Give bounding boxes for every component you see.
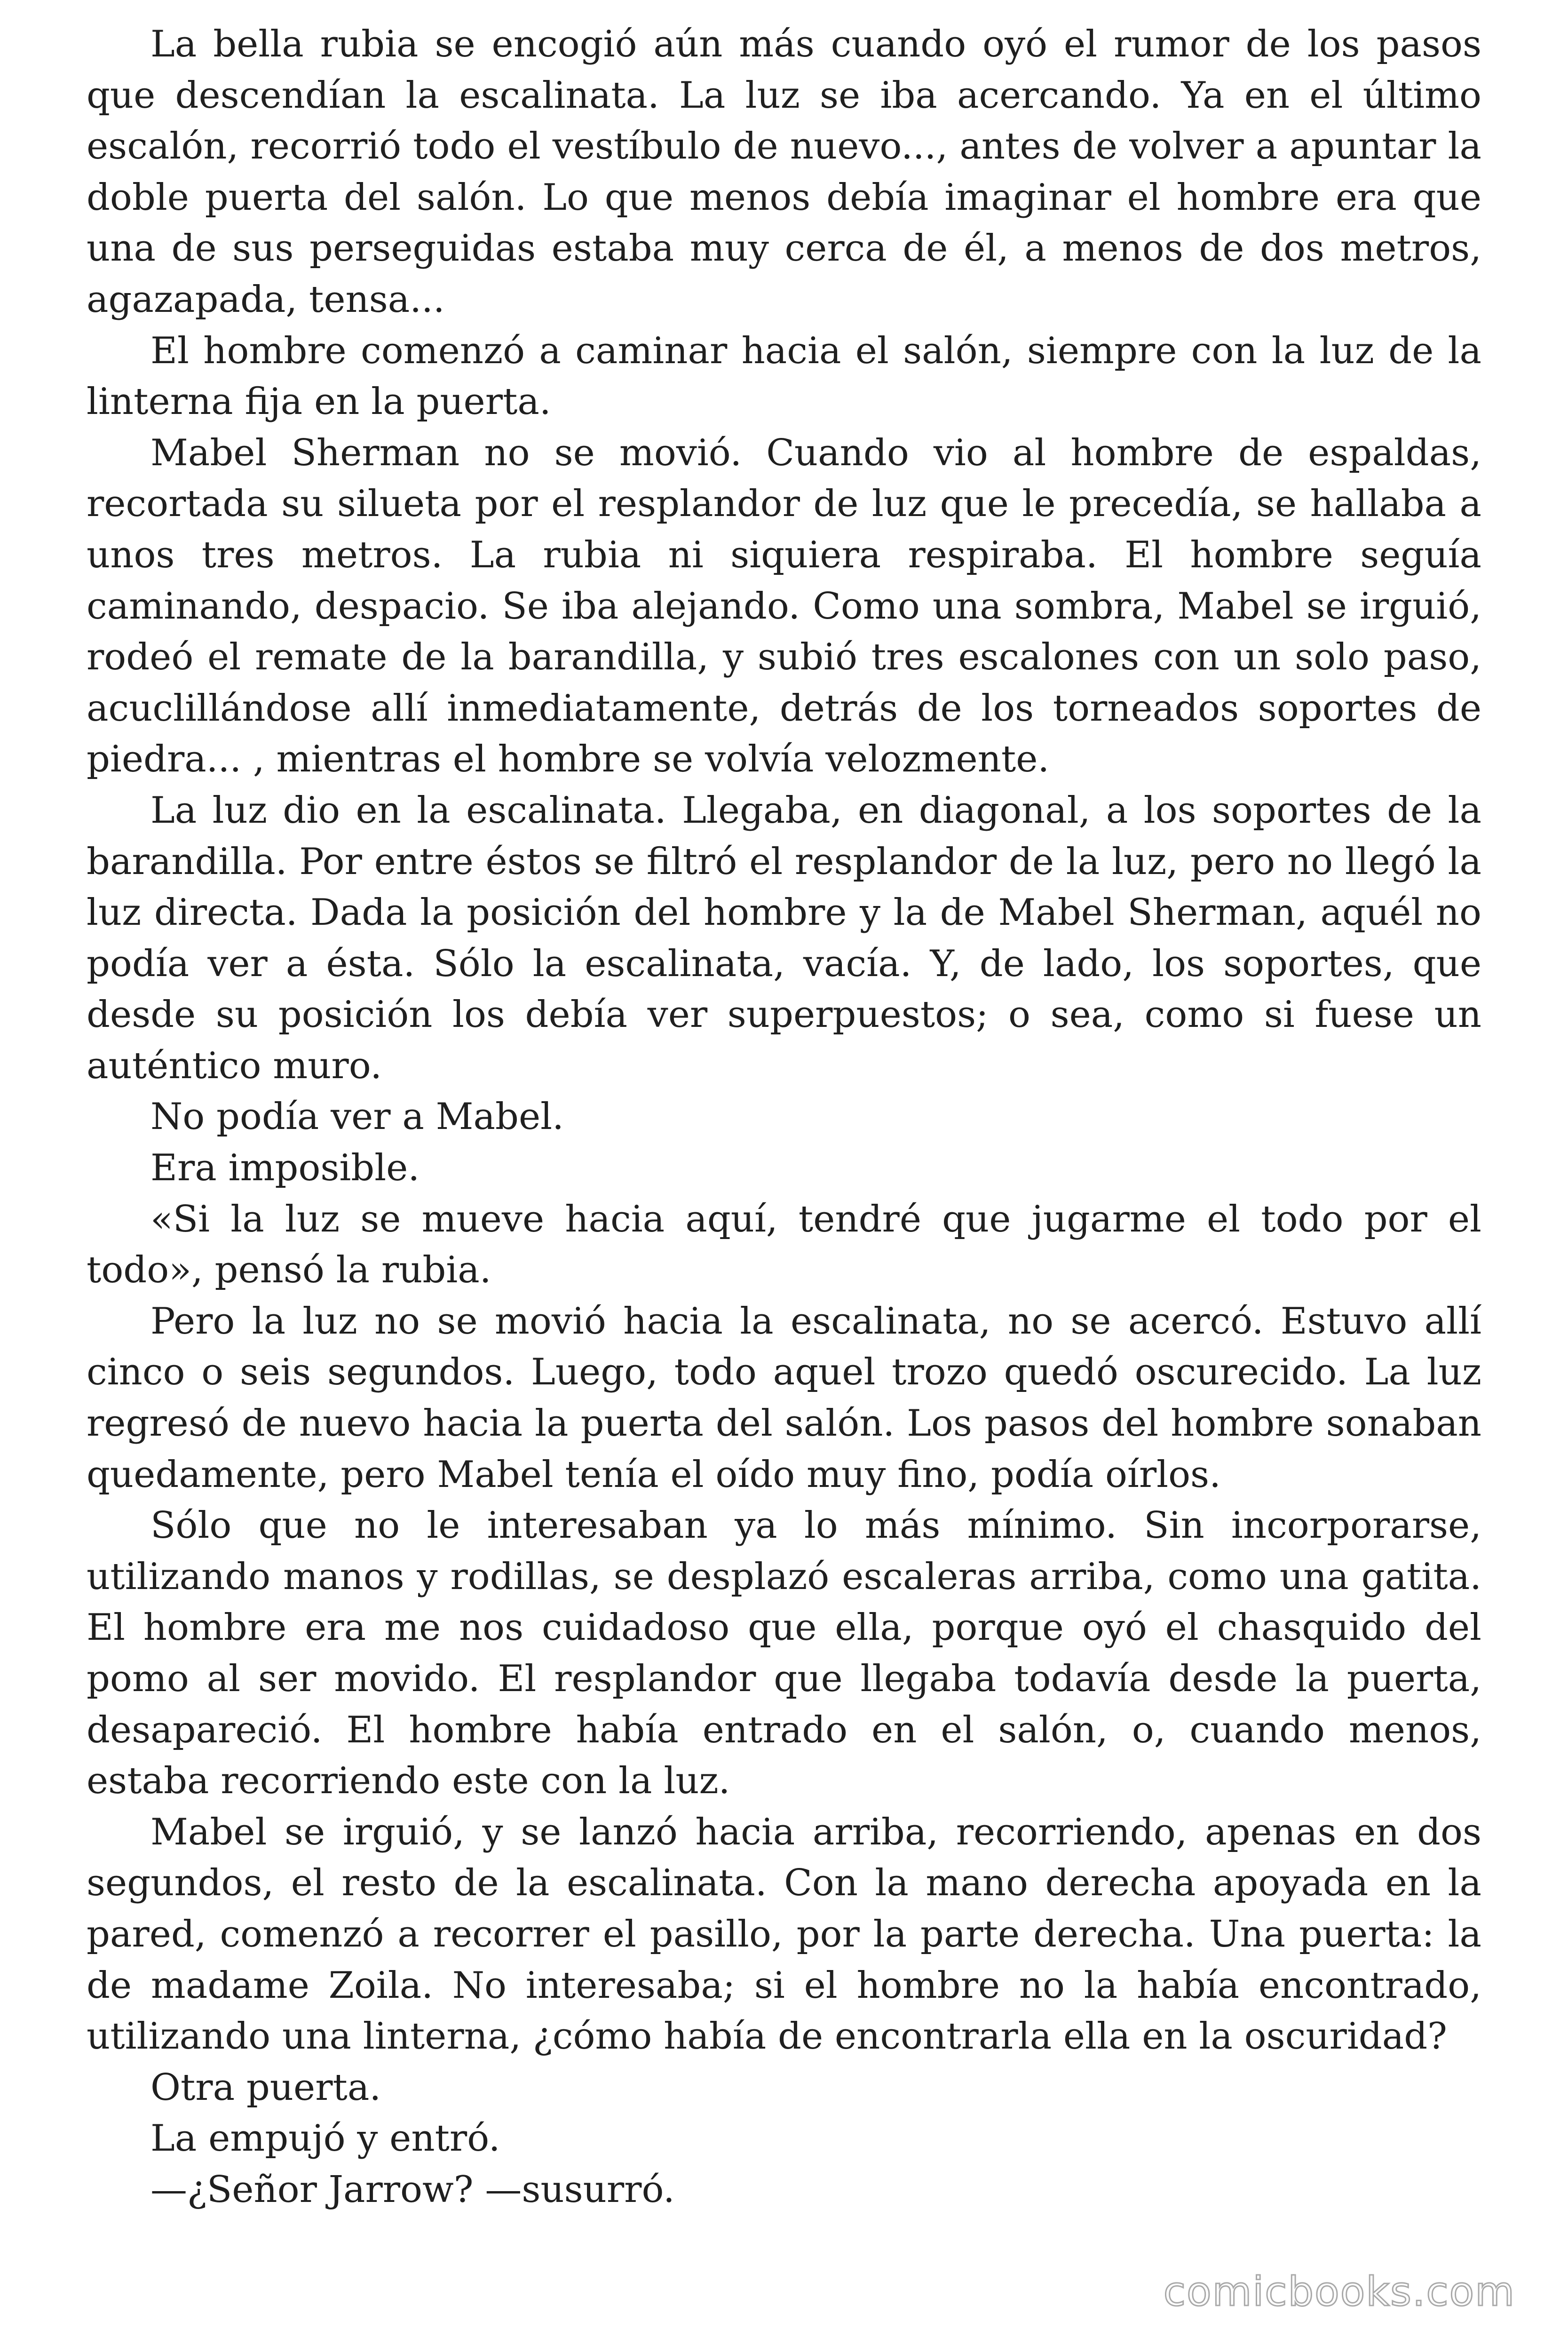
paragraph: La luz dio en la escalinata. Llegaba, en diagonal, a los soportes de la barandilla. Por entre éstos se filtró el resplandor de la luz, pero no llegó la luz directa. Dada la posición del hombre y la de Mabel Sherman, aquél no podía ver a ésta. Sólo la escalinata, vacía. Y, de lado, los soportes, que desde su posición los debía ver superpuestos; o sea, como si fuese un auténtico muro.: [87, 789, 1481, 1087]
paragraph: El hombre comenzó a caminar hacia el salón, siempre con la luz de la linterna fija en la puerta.: [87, 329, 1481, 423]
paragraph: No podía ver a Mabel.: [150, 1096, 564, 1138]
paragraph: La bella rubia se encogió aún más cuando oyó el rumor de los pasos que descendían la escalinata. La luz se iba acercando. Ya en el último escalón, recorrió todo el vestíbulo de nuevo..., antes de volver a apuntar la doble puerta del salón. Lo que menos debía imaginar el hombre era que una de sus perseguidas estaba muy cerca de él, a menos de dos metros, agazapada, tensa...: [87, 23, 1481, 321]
paragraph: «Si la luz se mueve hacia aquí, tendré que jugarme el todo por el todo», pensó la rubia.: [87, 1198, 1481, 1292]
paragraph: Pero la luz no se movió hacia la escalinata, no se acercó. Estuvo allí cinco o seis segundos. Luego, todo aquel trozo quedó oscurecido. La luz regresó de nuevo hacia la puerta del salón. Los pasos del hombre sonaban quedamente, pero Mabel tenía el oído muy fino, podía oírlos.: [87, 1300, 1481, 1496]
paragraph: La empujó y entró.: [150, 2117, 500, 2160]
paragraph: Otra puerta.: [150, 2066, 381, 2109]
paragraph: Mabel se irguió, y se lanzó hacia arriba, recorriendo, apenas en dos segundos, el resto de la escalinata. Con la mano derecha apoyada en la pared, comenzó a recorrer el pasillo, por la parte derecha. Una puerta: la de madame Zoila. No interesaba; si el hombre no la había encontrado, utilizando una linterna, ¿cómo había de encontrarla ella en la oscuridad?: [87, 1811, 1481, 2058]
watermark: comicbooks.com: [1163, 2268, 1515, 2315]
paragraph: Sólo que no le interesaban ya lo más mínimo. Sin incorporarse, utilizando manos y rodillas, se desplazó escaleras arriba, como una gatita. El hombre era me nos cuidadoso que ella, porque oyó el chasquido del pomo al ser movido. El resplandor que llegaba todavía desde la puerta, desapareció. El hombre había entrado en el salón, o, cuando menos, estaba recorriendo este con la luz.: [87, 1504, 1481, 1803]
paragraph: Mabel Sherman no se movió. Cuando vio al hombre de espaldas, recortada su silueta por el resplandor de luz que le precedía, se hallaba a unos tres metros. La rubia ni siquiera respiraba. El hombre seguía caminando, despacio. Se iba alejando. Como una sombra, Mabel se irguió, rodeó el remate de la barandilla, y subió tres escalones con un solo paso, acuclillándose allí inmediatamente, detrás de los torneados soportes de piedra... , mientras el hombre se volvía velozmente.: [87, 431, 1481, 781]
page-body: [87, 19, 1481, 2216]
paragraph: Era imposible.: [150, 1147, 420, 1190]
paragraph: —¿Señor Jarrow? —susurró.: [150, 2168, 675, 2211]
